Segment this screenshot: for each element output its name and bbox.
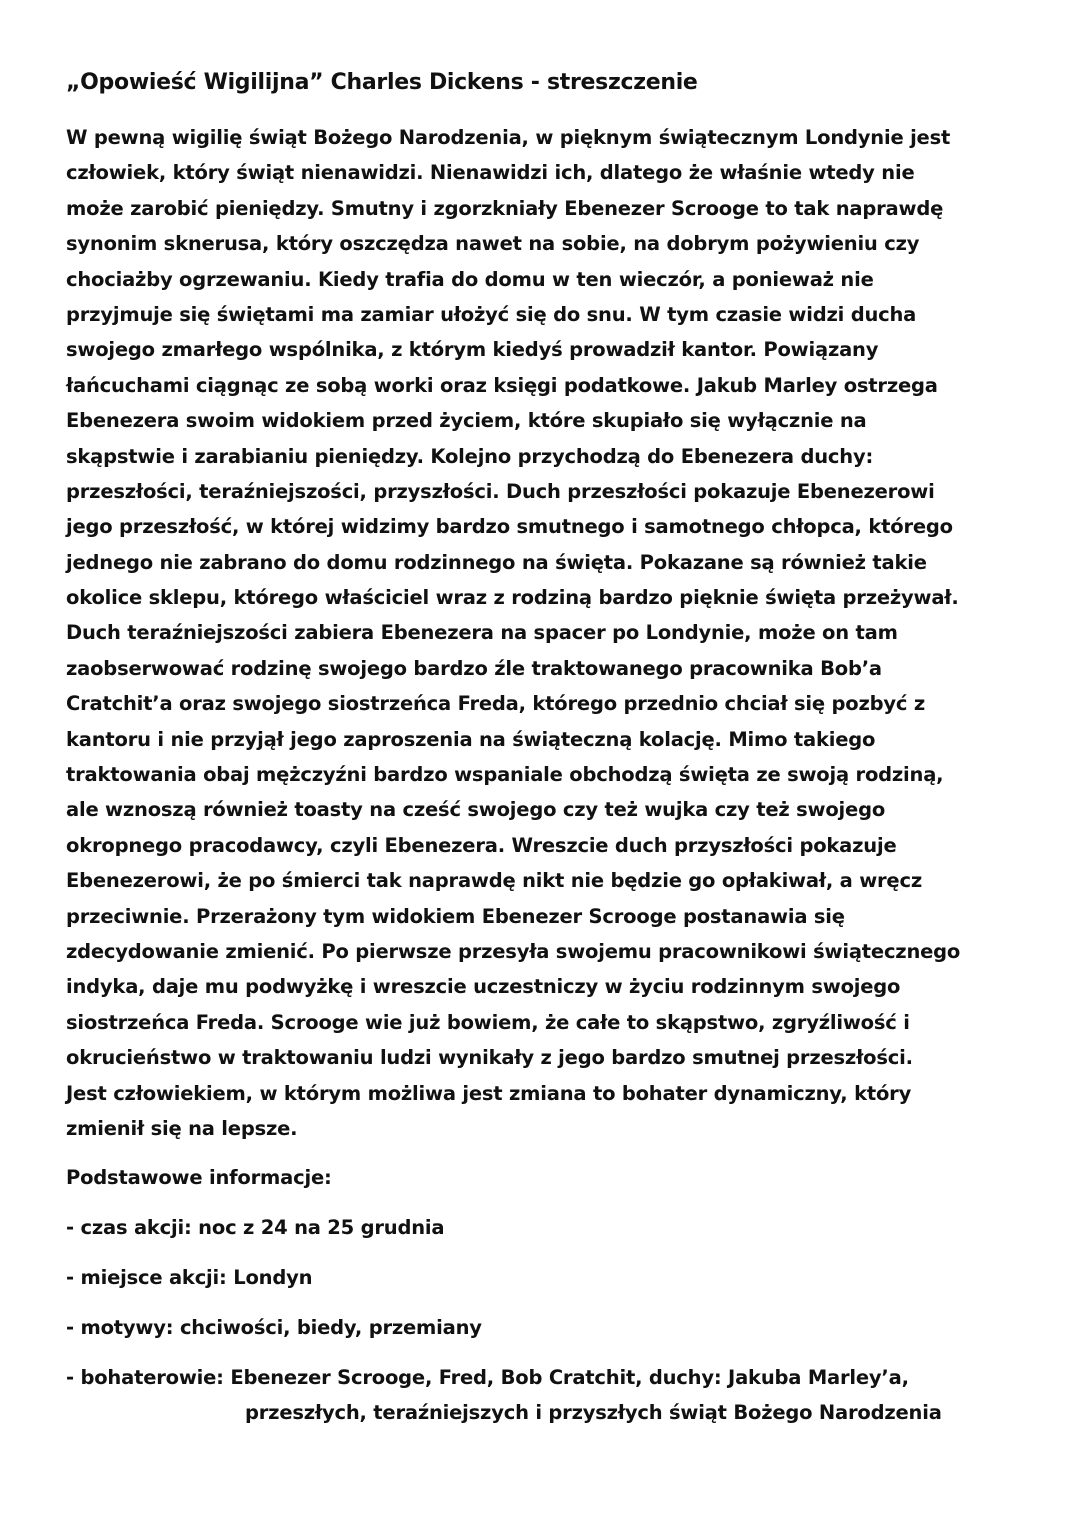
summary-line: okropnego pracodawcy, czyli Ebenezera. Wreszcie duch przyszłości pokazuje [66,833,897,857]
summary-line: W pewną wigilię świąt Bożego Narodzenia, w pięknym świątecznym Londynie jest [66,126,951,149]
summary-line: jego przeszłość, w której widzimy bardzo smutnego i samotnego chłopca, którego [66,515,953,539]
info-item-place: - miejsce akcji: Londyn [66,1266,313,1289]
summary-line: jednego nie zabrano do domu rodzinnego na święta. Pokazane są również takie [66,550,927,574]
summary-line: Jest człowiekiem, w którym możliwa jest zmiana to bohater dynamiczny, który [66,1081,912,1105]
summary-line: Ebenezera swoim widokiem przed życiem, które skupiało się wyłącznie na [66,409,867,433]
summary-line: może zarobić pieniędzy. Smutny i zgorzkniały Ebenezer Scrooge to tak naprawdę [66,196,944,220]
summary-line: Duch teraźniejszości zabiera Ebenezera na spacer po Londynie, może on tam [66,621,898,645]
summary-line: traktowania obaj mężczyźni bardzo wspaniale obchodzą święta ze swoją rodziną, [66,763,944,787]
info-item-time: - czas akcji: noc z 24 na 25 grudnia [66,1216,445,1239]
document-title: „Opowieść Wigilijna” Charles Dickens - streszczenie [66,70,698,95]
summary-line: przeciwnie. Przerażony tym widokiem Ebenezer Scrooge postanawia się [66,904,845,928]
summary-line: Cratchit’a oraz swojego siostrzeńca Freda, którego przednio chciał się pozbyć z [66,692,925,716]
summary-line: zmienił się na lepsze. [66,1116,298,1140]
summary-line: okrucieństwo w traktowaniu ludzi wynikały z jego bardzo smutnej przeszłości. [66,1046,913,1070]
summary-line: Ebenezerowi, że po śmierci tak naprawdę nikt nie będzie go opłakiwał, a wręcz [66,869,922,893]
summary-line: okolice sklepu, którego właściciel wraz z rodziną bardzo pięknie święta przeżywał. [66,586,959,610]
summary-line: łańcuchami ciągnąc ze sobą worki oraz księgi podatkowe. Jakub Marley ostrzega [66,373,938,397]
summary-line: indyka, daje mu podwyżkę i wreszcie uczestniczy w życiu rodzinnym swojego [66,975,901,999]
summary-line: chociażby ogrzewaniu. Kiedy trafia do domu w ten wieczór, a ponieważ nie [66,267,874,291]
summary-line: przyjmuje się świętami ma zamiar ułożyć się do snu. W tym czasie widzi ducha [66,302,917,326]
summary-line: synonim sknerusa, który oszczędza nawet na sobie, na dobrym pożywieniu czy [66,232,920,256]
summary-line: człowiek, który świąt nienawidzi. Nienawidzi ich, dlatego że właśnie wtedy nie [66,161,915,185]
summary-line: przeszłości, teraźniejszości, przyszłości. Duch przeszłości pokazuje Ebenezerowi [66,479,935,503]
info-item-motifs: - motywy: chciwości, biedy, przemiany [66,1316,482,1339]
info-item-characters: - bohaterowie: Ebenezer Scrooge, Fred, Bob Cratchit, duchy: Jakuba Marley’a, [66,1366,909,1389]
summary-line: ale wznoszą również toasty na cześć swojego czy też wujka czy też swojego [66,798,886,822]
summary-line: swojego zmarłego wspólnika, z którym kiedyś prowadził kantor. Powiązany [66,338,879,362]
info-item-characters-continued: przeszłych, teraźniejszych i przyszłych świąt Bożego Narodzenia [245,1401,942,1424]
info-heading: Podstawowe informacje: [66,1166,332,1189]
summary-line: siostrzeńca Freda. Scrooge wie już bowiem, że całe to skąpstwo, zgryźliwość i [66,1010,910,1034]
summary-line: zdecydowanie zmienić. Po pierwsze przesyła swojemu pracownikowi świątecznego [66,939,961,963]
summary-paragraph [66,120,960,1146]
summary-line: zaobserwować rodzinę swojego bardzo źle traktowanego pracownika Bob’a [66,656,882,680]
summary-line: skąpstwie i zarabianiu pieniędzy. Kolejno przychodzą do Ebenezera duchy: [66,444,874,468]
summary-line: kantoru i nie przyjął jego zaproszenia na świąteczną kolację. Mimo takiego [66,727,876,751]
